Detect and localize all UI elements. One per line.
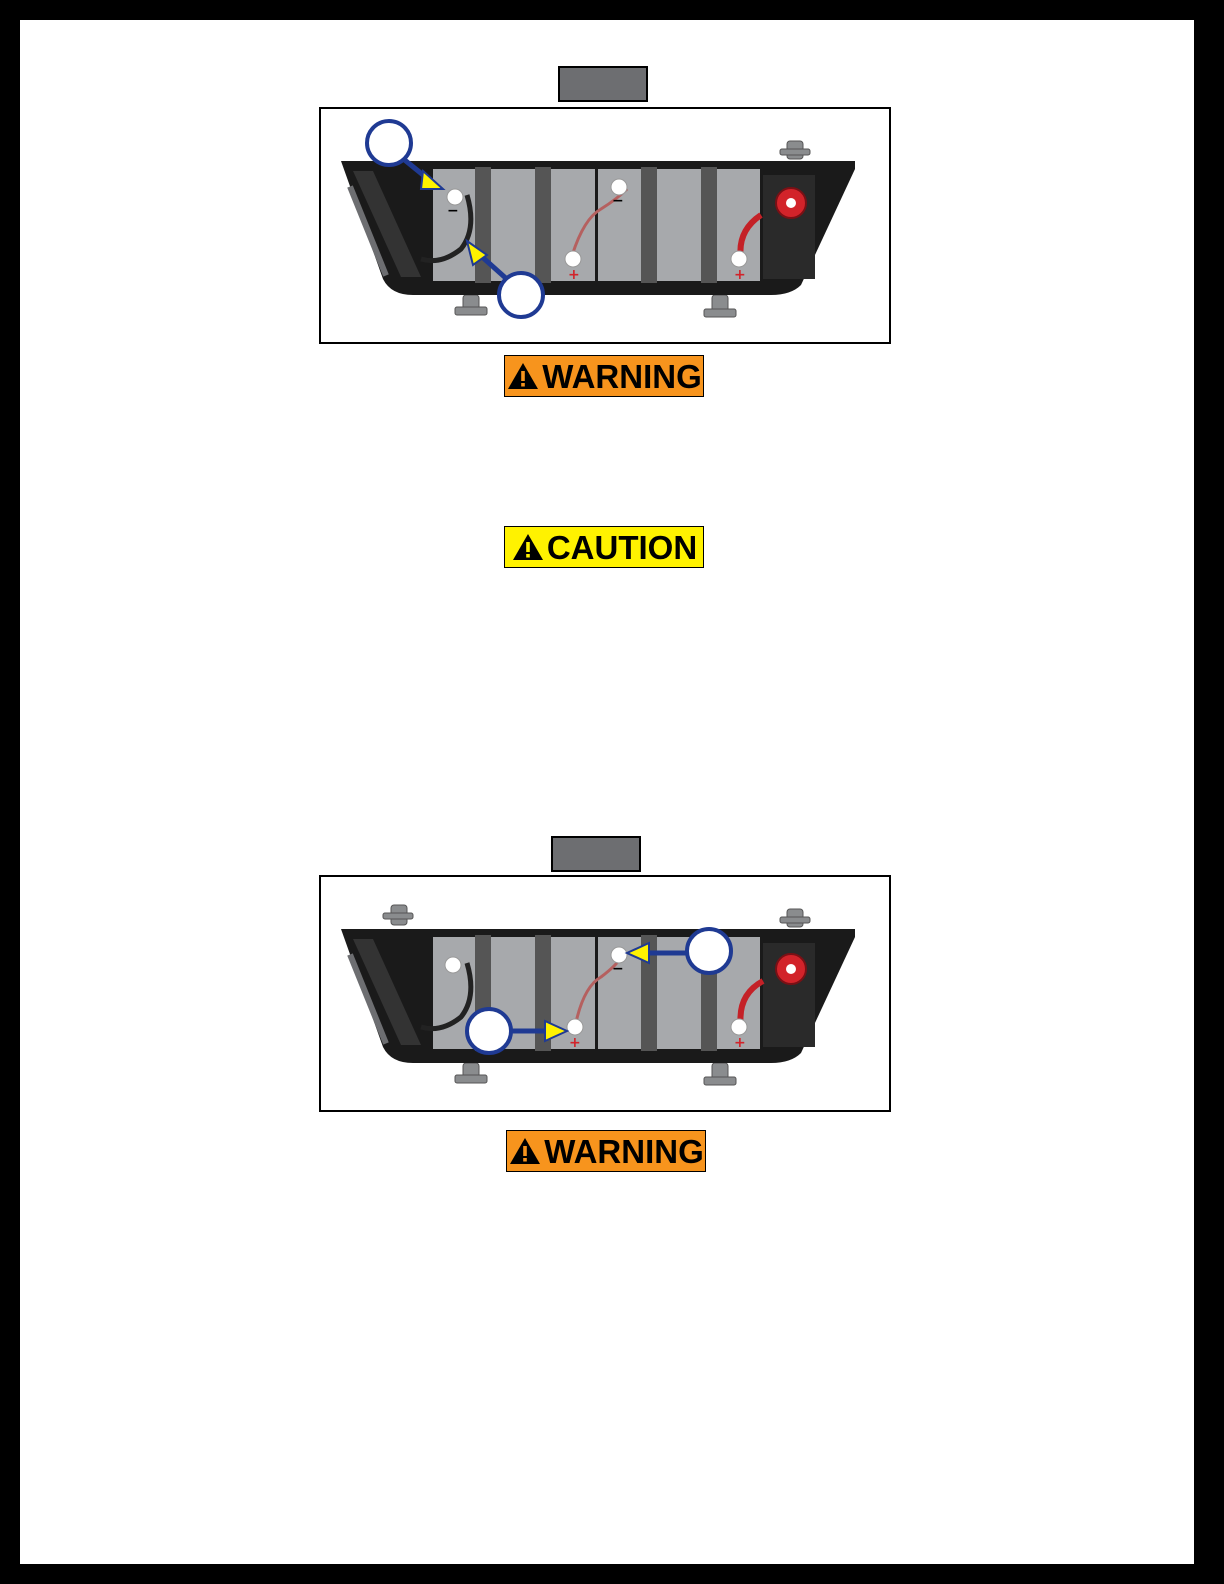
callout-circle xyxy=(499,273,543,317)
negative-mark: − xyxy=(447,203,459,219)
warning-sign-1 xyxy=(504,355,704,397)
positive-mark: + xyxy=(569,1035,581,1051)
caution-sign xyxy=(504,526,704,568)
callout-circle xyxy=(367,121,411,165)
warning-sign-text: WARNING xyxy=(542,357,702,395)
warning-triangle-icon xyxy=(511,532,545,562)
positive-mark: + xyxy=(734,267,746,283)
battery-figure-top xyxy=(319,107,891,344)
battery-tray-illustration xyxy=(321,877,891,1112)
callout-circle xyxy=(687,929,731,973)
positive-mark: + xyxy=(568,267,580,283)
page xyxy=(20,20,1194,1564)
warning-sign-2 xyxy=(506,1130,706,1172)
warning-triangle-icon xyxy=(506,361,540,391)
callout-circle xyxy=(467,1009,511,1053)
warning-triangle-icon xyxy=(508,1136,542,1166)
figure-label-top xyxy=(558,66,648,102)
caution-sign-text: CAUTION xyxy=(546,528,698,566)
warning-sign-text: WARNING xyxy=(544,1132,704,1170)
battery-tray-illustration xyxy=(321,109,891,344)
battery-figure-bottom xyxy=(319,875,891,1112)
figure-label-bottom xyxy=(551,836,641,872)
negative-mark: − xyxy=(612,961,624,977)
positive-mark: + xyxy=(734,1035,746,1051)
negative-mark: − xyxy=(612,193,624,209)
